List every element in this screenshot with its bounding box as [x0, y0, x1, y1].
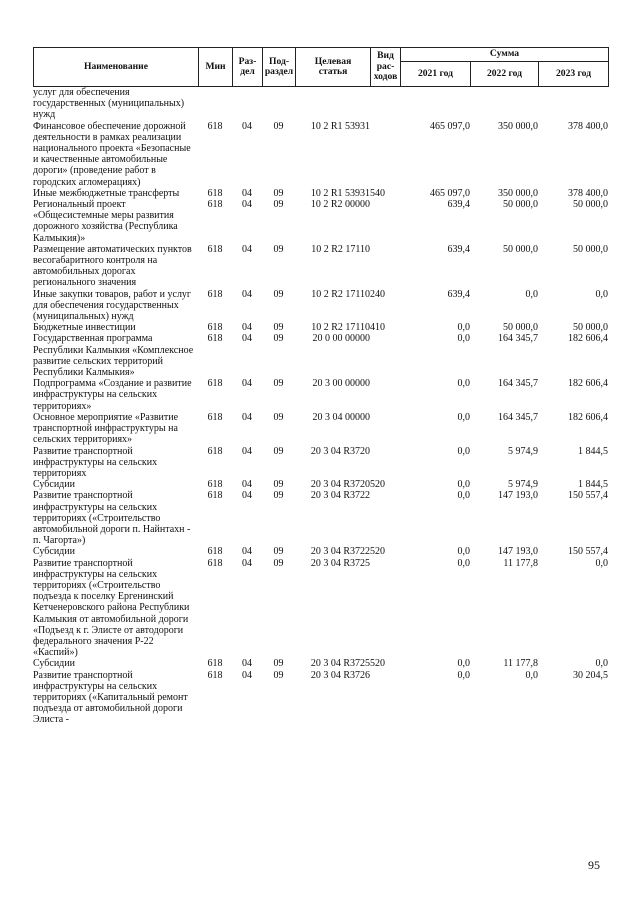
- row-expense-type: [370, 199, 400, 244]
- row-sum-2021: 0,0: [457, 557, 470, 569]
- row-sum-2021: 0,0: [457, 669, 470, 681]
- row-sum-2022: 350 000,0: [498, 187, 538, 199]
- row-expense-type: 520: [370, 658, 385, 670]
- row-sum-2023: 0,0: [595, 658, 608, 670]
- row-section: 04: [242, 288, 252, 300]
- row-sum-2022: 11 177,8: [503, 557, 538, 569]
- header-min: Мин: [199, 48, 233, 87]
- row-sum-2023: 1 844,5: [578, 479, 608, 491]
- row-target-article: 20 3 04 R3720: [310, 445, 370, 457]
- row-subsection: 09: [273, 490, 284, 502]
- table-row: [33, 87, 608, 121]
- row-subsection: 09: [273, 479, 284, 491]
- header-year-2023: 2023 год: [539, 62, 609, 87]
- row-sum-2022: 50 000,0: [503, 243, 538, 255]
- row-expense-type: [370, 87, 400, 121]
- row-target-article: 20 3 00 00000: [312, 378, 370, 390]
- row-expense-type: [370, 490, 400, 546]
- table-row: [33, 378, 608, 412]
- row-sum-2022: 5 974,9: [508, 445, 538, 457]
- table-row: [33, 412, 608, 446]
- header-target-article: Целевая статья: [296, 48, 371, 87]
- row-name: Субсидии: [33, 479, 75, 491]
- row-sum-2022: 50 000,0: [503, 322, 538, 334]
- row-ministry: 618: [207, 187, 223, 199]
- row-ministry: 618: [207, 479, 223, 491]
- row-name: Иные межбюджетные трансферты: [33, 187, 180, 199]
- row-name: Бюджетные инвестиции: [33, 322, 136, 334]
- row-section: 04: [242, 243, 252, 255]
- row-section: 04: [242, 658, 252, 670]
- row-sum-2023: 150 557,4: [568, 490, 608, 502]
- table-row: [33, 333, 608, 378]
- row-ministry: [198, 87, 232, 121]
- row-target-article: 20 3 04 R3726: [310, 669, 370, 681]
- table-row: [33, 199, 608, 244]
- table-row: [33, 490, 608, 546]
- row-subsection: 09: [273, 333, 284, 345]
- row-subsection: [262, 87, 295, 121]
- table-row: [33, 244, 608, 289]
- row-sum-2022: 5 974,9: [508, 479, 538, 491]
- table-row: [33, 322, 608, 333]
- row-expense-type: [370, 558, 400, 659]
- row-sum-2022: 0,0: [525, 669, 538, 681]
- row-expense-type: 410: [370, 322, 385, 334]
- row-section: 04: [242, 187, 252, 199]
- row-ministry: 618: [207, 557, 223, 569]
- row-sum-2023: 378 400,0: [568, 187, 608, 199]
- row-target-article: 10 2 R2 17110: [311, 243, 370, 255]
- row-expense-type: [370, 446, 400, 480]
- row-target-article: 20 3 04 R3725: [310, 557, 370, 569]
- row-section: 04: [242, 199, 252, 211]
- row-target-article: [295, 87, 370, 121]
- row-subsection: 09: [273, 120, 284, 132]
- row-sum-2023: 50 000,0: [573, 322, 608, 334]
- row-name: Подпрограмма «Создание и развитие инфраструктуры на сельских территориях»: [33, 378, 192, 412]
- table-row: [33, 479, 608, 490]
- row-sum-2021: [400, 87, 470, 121]
- row-section: 04: [242, 445, 252, 457]
- row-sum-2022: [470, 87, 538, 121]
- row-target-article: 20 0 00 00000: [312, 333, 370, 345]
- row-target-article: 20 3 04 R3720: [310, 479, 370, 491]
- row-sum-2023: 0,0: [595, 288, 608, 300]
- row-name: Финансовое обеспечение дорожной деятельности в рамках реализации национального проекта «Безопасные и качественные автомобильные дороги» (проведение работ в городских агломерациях): [33, 120, 191, 188]
- row-sum-2023: 30 204,5: [573, 669, 608, 681]
- row-ministry: 618: [207, 490, 223, 502]
- row-name: Основное мероприятие «Развитие транспортной инфраструктуры на сельских территориях»: [33, 411, 179, 446]
- row-target-article: 10 2 R2 17110: [311, 288, 370, 300]
- row-subsection: 09: [273, 546, 284, 558]
- row-ministry: 618: [207, 120, 223, 132]
- row-subsection: 09: [273, 557, 284, 569]
- row-sum-2021: 465 097,0: [430, 187, 470, 199]
- row-expense-type: [370, 244, 400, 289]
- header-name: Наименование: [34, 48, 199, 87]
- row-section: 04: [242, 669, 252, 681]
- row-section: 04: [242, 120, 252, 132]
- row-subsection: 09: [273, 243, 284, 255]
- row-section: 04: [242, 322, 252, 334]
- row-ministry: 618: [207, 546, 223, 558]
- row-target-article: 10 2 R1 53931: [310, 187, 370, 199]
- row-sum-2021: 0,0: [457, 445, 470, 457]
- row-expense-type: 540: [370, 187, 385, 199]
- row-ministry: 618: [207, 669, 223, 681]
- row-sum-2022: 11 177,8: [503, 658, 538, 670]
- row-subsection: 09: [273, 199, 284, 211]
- row-subsection: 09: [273, 322, 284, 334]
- row-sum-2021: 0,0: [457, 658, 470, 670]
- row-sum-2022: 147 193,0: [498, 490, 538, 502]
- row-ministry: 618: [207, 333, 223, 345]
- row-name: Иные закупки товаров, работ и услуг для обеспечения государственных (муниципальных) нужд: [33, 288, 192, 323]
- row-sum-2023: 182 606,4: [568, 411, 608, 423]
- row-sum-2021: 0,0: [457, 490, 470, 502]
- row-sum-2022: 164 345,7: [498, 411, 538, 423]
- row-subsection: 09: [273, 669, 284, 681]
- row-sum-2023: 50 000,0: [573, 199, 608, 211]
- row-name: Развитие транспортной инфраструктуры на сельских территориях («Строительство подъезда к поселку Ергенинский Кетченеровского района Республики Калмыкия от автомобильной дороги «Подъезд к г. Элисте от автодороги федерального значения Р-22 «Каспий»): [33, 557, 190, 659]
- row-name: Субсидии: [33, 546, 75, 558]
- row-sum-2023: 182 606,4: [568, 333, 608, 345]
- table-row: [33, 558, 608, 659]
- row-name: Развитие транспортной инфраструктуры на сельских территориях: [33, 445, 158, 479]
- row-ministry: 618: [207, 445, 223, 457]
- row-sum-2022: 350 000,0: [498, 120, 538, 132]
- row-ministry: 618: [207, 411, 223, 423]
- row-expense-type: [370, 333, 400, 378]
- row-name: Государственная программа Республики Калмыкия «Комплексное развитие сельских территорий Республики Калмыкия»: [33, 333, 194, 379]
- row-sum-2023: 150 557,4: [568, 546, 608, 558]
- row-section: 04: [242, 411, 252, 423]
- header-expense-type: Вид рас- ходов: [371, 48, 401, 87]
- row-subsection: 09: [273, 658, 284, 670]
- row-sum-2021: 0,0: [457, 479, 470, 491]
- row-sum-2023: 50 000,0: [573, 243, 608, 255]
- row-name: Региональный проект «Общесистемные меры развития дорожного хозяйства (Республика Калмыкия)»: [33, 199, 178, 244]
- table-body: [33, 87, 608, 726]
- row-ministry: 618: [207, 199, 223, 211]
- table-row: [33, 546, 608, 557]
- row-expense-type: 520: [370, 546, 385, 558]
- row-section: 04: [242, 490, 252, 502]
- header-year-2022: 2022 год: [471, 62, 539, 87]
- row-name: Развитие транспортной инфраструктуры на сельских территориях («Строительство автомобильной дороги п. Найнтахн - п. Чагорта»): [33, 490, 191, 547]
- row-name: услуг для обеспечения государственных (муниципальных) нужд: [33, 87, 185, 121]
- table-row: [33, 188, 608, 199]
- table-row: [33, 289, 608, 323]
- row-sum-2021: 639,4: [447, 288, 470, 300]
- row-expense-type: 520: [370, 479, 385, 491]
- row-subsection: 09: [273, 378, 284, 390]
- row-sum-2022: 147 193,0: [498, 546, 538, 558]
- row-sum-2022: 164 345,7: [498, 378, 538, 390]
- row-section: 04: [242, 378, 252, 390]
- row-section: 04: [242, 479, 252, 491]
- row-sum-2021: 0,0: [457, 333, 470, 345]
- row-subsection: 09: [273, 445, 284, 457]
- table-row: [33, 121, 608, 188]
- row-subsection: 09: [273, 411, 284, 423]
- row-subsection: 09: [273, 187, 284, 199]
- row-target-article: 20 3 04 R3725: [310, 658, 370, 670]
- row-name: Субсидии: [33, 658, 75, 670]
- row-target-article: 10 2 R2 00000: [310, 199, 370, 211]
- row-sum-2023: [538, 87, 608, 121]
- table-header: [33, 47, 609, 87]
- row-expense-type: [370, 670, 400, 726]
- row-sum-2021: 0,0: [457, 378, 470, 390]
- row-target-article: 20 3 04 R3722: [310, 490, 370, 502]
- row-expense-type: [370, 378, 400, 412]
- row-target-article: 20 3 04 00000: [312, 411, 370, 423]
- table-row: [33, 658, 608, 669]
- row-sum-2021: 639,4: [447, 199, 470, 211]
- row-ministry: 618: [207, 658, 223, 670]
- row-section: 04: [242, 546, 252, 558]
- header-sum: Сумма: [401, 48, 609, 62]
- row-section: 04: [242, 557, 252, 569]
- row-sum-2021: 0,0: [457, 546, 470, 558]
- row-name: Развитие транспортной инфраструктуры на сельских территориях («Капитальный ремонт подъезда от автомобильной дороги Элиста -: [33, 669, 188, 726]
- row-sum-2021: 0,0: [457, 322, 470, 334]
- row-sum-2023: 182 606,4: [568, 378, 608, 390]
- budget-table-page: [33, 47, 608, 726]
- row-target-article: 10 2 R2 17110: [311, 322, 370, 334]
- header-year-2021: 2021 год: [401, 62, 471, 87]
- row-sum-2023: 1 844,5: [578, 445, 608, 457]
- row-sum-2023: 378 400,0: [568, 120, 608, 132]
- row-subsection: 09: [273, 288, 284, 300]
- row-ministry: 618: [207, 243, 223, 255]
- row-sum-2021: 0,0: [457, 411, 470, 423]
- row-target-article: 20 3 04 R3722: [310, 546, 370, 558]
- row-expense-type: [370, 121, 400, 188]
- table-row: [33, 446, 608, 480]
- header-podrazdel: Под- раздел: [263, 48, 296, 87]
- row-section: [232, 87, 262, 121]
- row-sum-2023: 0,0: [595, 557, 608, 569]
- row-ministry: 618: [207, 288, 223, 300]
- row-sum-2021: 465 097,0: [430, 120, 470, 132]
- row-sum-2022: 50 000,0: [503, 199, 538, 211]
- row-ministry: 618: [207, 322, 223, 334]
- page-number: 95: [588, 858, 600, 872]
- row-sum-2022: 0,0: [525, 288, 538, 300]
- row-target-article: 10 2 R1 53931: [310, 120, 370, 132]
- row-expense-type: [370, 412, 400, 446]
- row-expense-type: 240: [370, 288, 385, 300]
- table-row: [33, 670, 608, 726]
- row-sum-2021: 639,4: [447, 243, 470, 255]
- row-section: 04: [242, 333, 252, 345]
- row-name: Размещение автоматических пунктов весогабаритного контроля на автомобильных дорогах регионального значения: [33, 243, 192, 289]
- header-razdel: Раз- дел: [233, 48, 263, 87]
- row-ministry: 618: [207, 378, 223, 390]
- row-sum-2022: 164 345,7: [498, 333, 538, 345]
